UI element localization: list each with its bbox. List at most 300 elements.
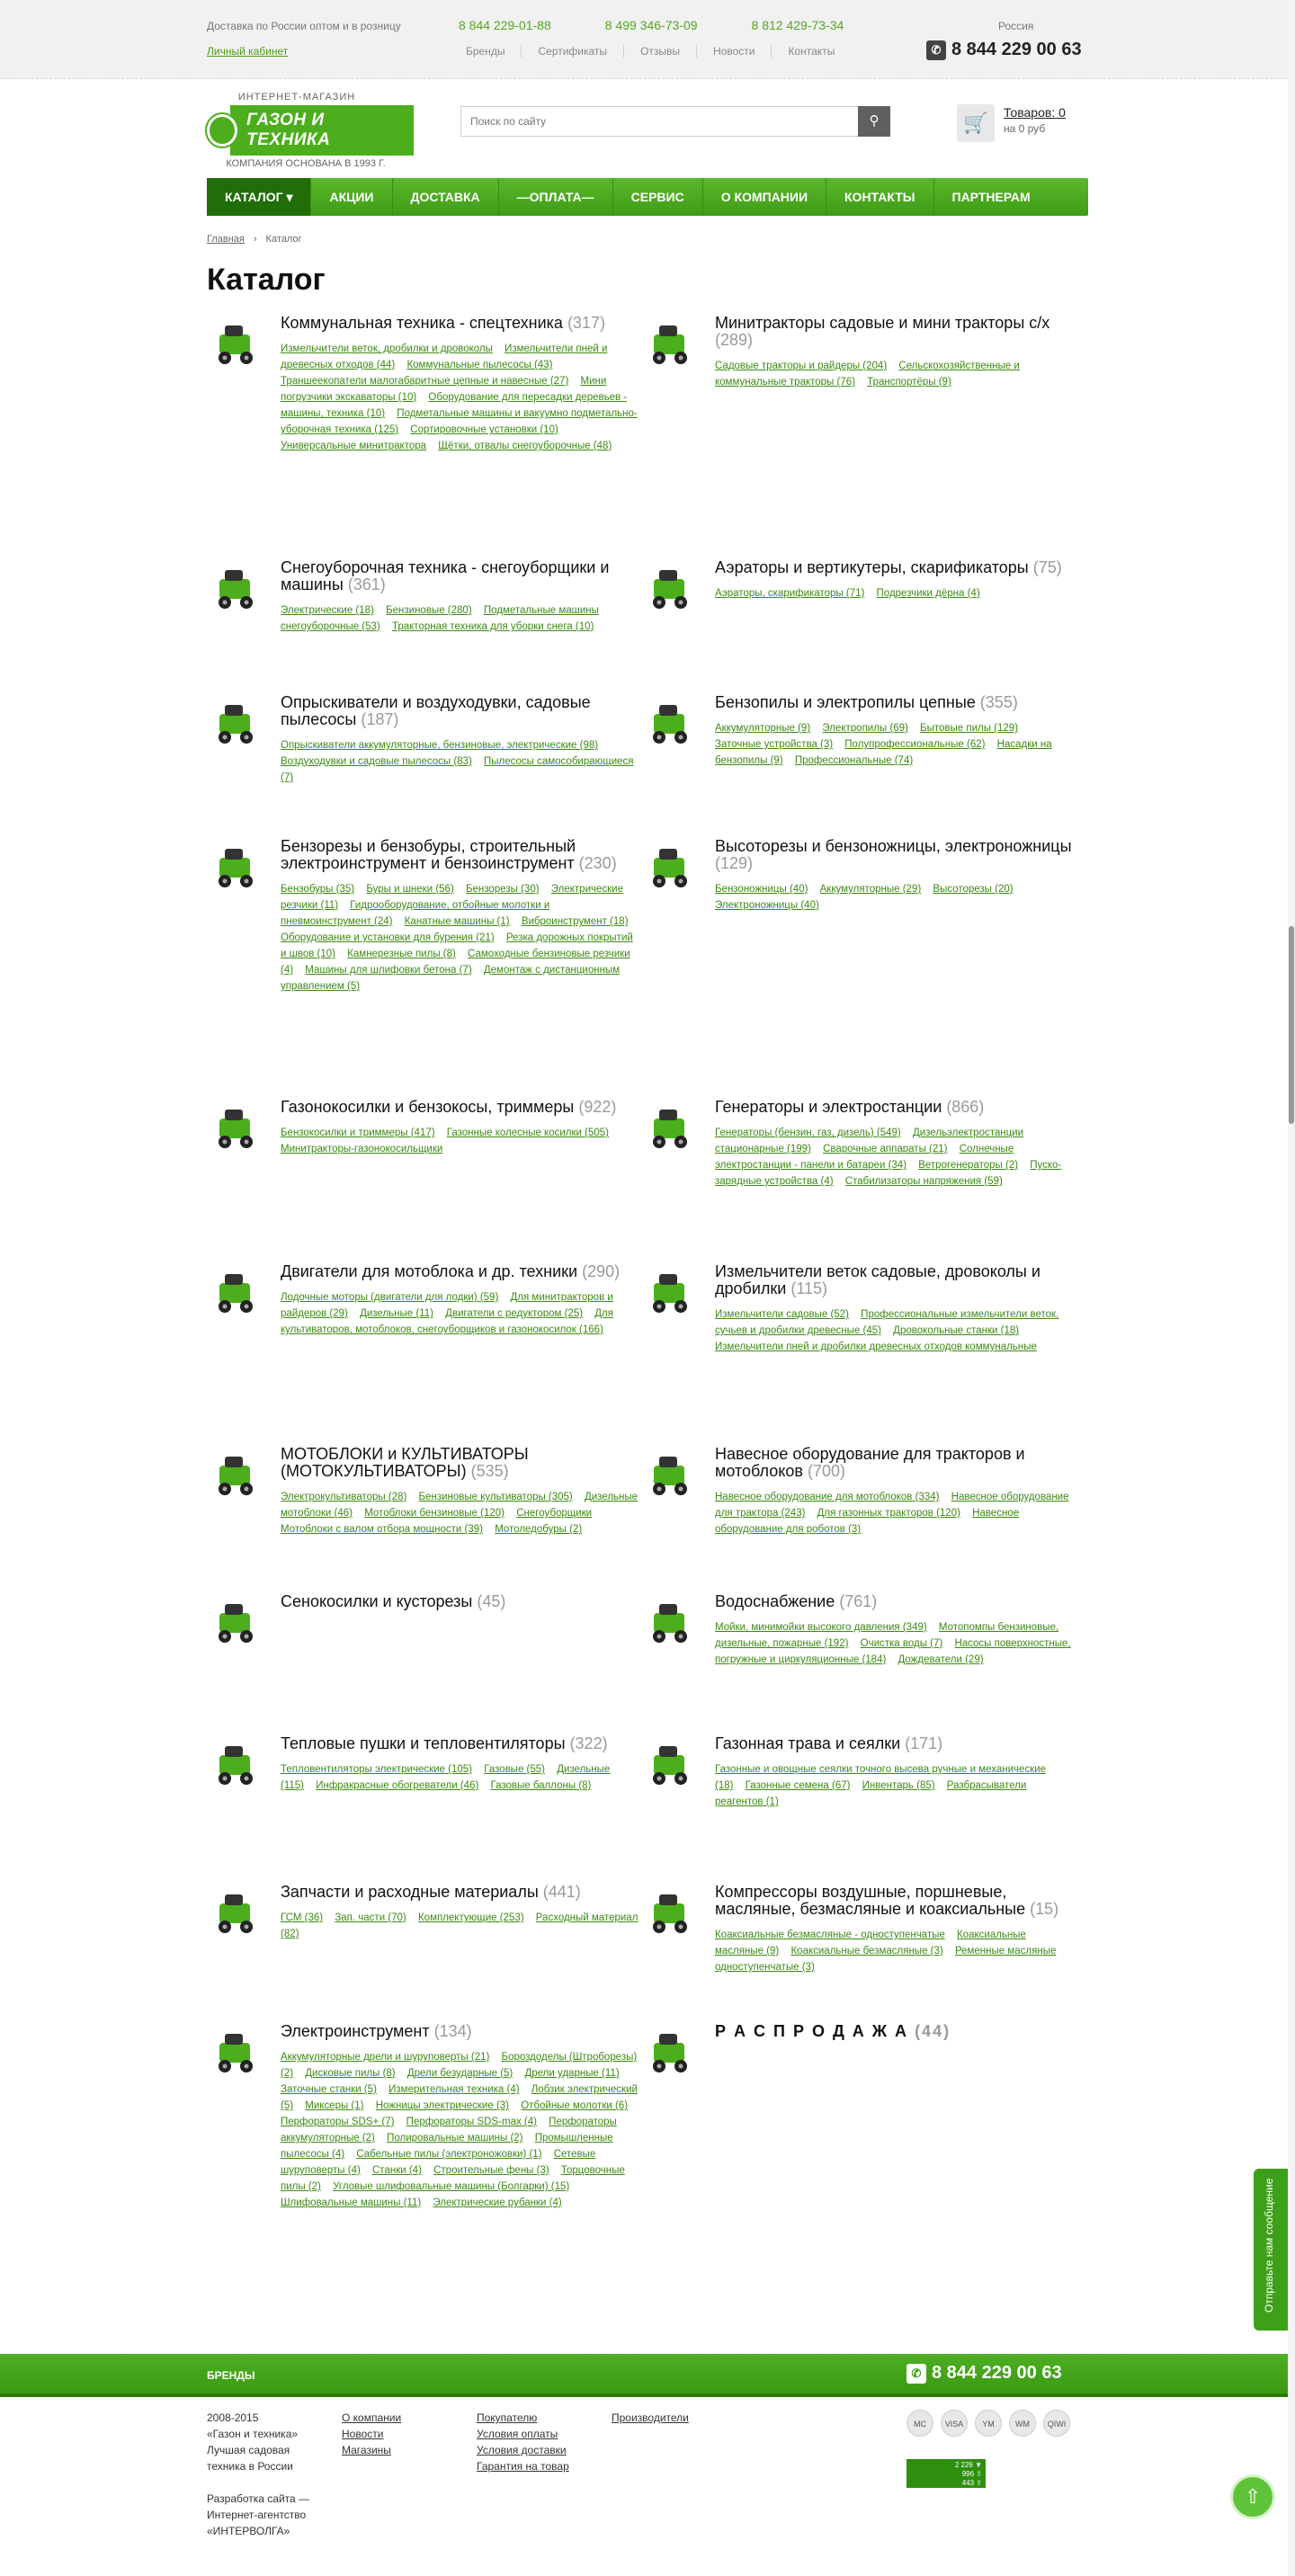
- power-tool-icon[interactable]: [207, 2023, 263, 2079]
- category-name[interactable]: Водоснабжение: [715, 1592, 835, 1610]
- category-title[interactable]: [715, 838, 1075, 872]
- subcategory-link[interactable]: Полупрофессиональные (62): [844, 739, 986, 750]
- category-count: (700): [807, 1462, 845, 1480]
- counter-line-1: 2 226 ▼: [954, 2461, 982, 2469]
- subcategory-link[interactable]: Лодочные моторы (двигатели для лодки) (59): [281, 1292, 499, 1303]
- subcategory-link[interactable]: Оборудование и установки для бурения (21): [281, 932, 495, 943]
- category-name[interactable]: Газонная трава и сеялки: [715, 1734, 901, 1752]
- subcategory-link[interactable]: Стабилизаторы напряжения (59): [844, 1176, 1003, 1187]
- subcategory-link[interactable]: Заточные устройства (3): [715, 739, 834, 750]
- category-title[interactable]: [281, 694, 640, 728]
- footer-link-news[interactable]: Новости: [342, 2428, 384, 2440]
- subcategory-link[interactable]: Дровокольные станки (18): [893, 1325, 1020, 1336]
- hedge-trimmer-icon[interactable]: [641, 838, 697, 894]
- category-title[interactable]: [281, 1884, 640, 1901]
- category-count: (15): [1030, 1900, 1059, 1918]
- logo-name: ГАЗОН И ТЕХНИКА: [230, 105, 414, 156]
- footer-brands-link[interactable]: БРЕНДЫ: [207, 2369, 255, 2382]
- category-title[interactable]: [715, 694, 1075, 711]
- subcategory-link[interactable]: Бензорезы (30): [465, 884, 540, 895]
- footer-link-payment[interactable]: Условия оплаты: [477, 2428, 558, 2440]
- region-selector[interactable]: Россия: [998, 20, 1034, 32]
- breadcrumb-separator: ›: [253, 234, 257, 245]
- subcategory-link[interactable]: Электрические (18): [281, 605, 374, 616]
- engine-icon[interactable]: [207, 1263, 263, 1319]
- subcategory-link[interactable]: Воздуходувки и садовые пылесосы (83): [281, 756, 472, 767]
- earth-auger-icon[interactable]: [207, 838, 263, 894]
- category-title[interactable]: [281, 1593, 640, 1610]
- counter-line-2: 996 ⇧: [961, 2470, 982, 2478]
- category-name[interactable]: МОТОБЛОКИ и КУЛЬТИВАТОРЫ (МОТОКУЛЬТИВАТОРЫ): [281, 1445, 529, 1480]
- subcategory-link[interactable]: Перфораторы SDS+ (7): [281, 2117, 395, 2127]
- category-title[interactable]: [715, 1593, 1075, 1610]
- category-title[interactable]: [715, 1446, 1075, 1480]
- category-name[interactable]: Коммунальная техника - спецтехника: [281, 314, 563, 332]
- category-count: (171): [905, 1734, 943, 1752]
- nav-about[interactable]: О КОМПАНИИ: [703, 178, 826, 216]
- subcategory-link[interactable]: Демонтаж с дистанционным управлением (5): [281, 965, 621, 992]
- visa-icon: VISA: [941, 2410, 968, 2437]
- subcategory-list: [281, 1761, 640, 1794]
- compressor-icon[interactable]: [641, 1884, 697, 1939]
- subcategory-link[interactable]: Электрокультиваторы (28): [281, 1492, 407, 1502]
- subcategory-link[interactable]: Ножницы электрические (3): [375, 2100, 509, 2111]
- cart-sum: на 0 руб: [1004, 122, 1046, 135]
- category-count: (361): [347, 575, 386, 593]
- top-links: [466, 45, 851, 58]
- subcategory-link[interactable]: Заточные станки (5): [281, 2084, 377, 2095]
- subcategory-link[interactable]: Насосы поверхностные, погружные и циркуляционные (184): [715, 1638, 1071, 1665]
- subcategory-list: [281, 341, 640, 454]
- subcategory-link[interactable]: Торцовочные пилы (2): [281, 2165, 625, 2192]
- category-name[interactable]: Бензорезы и бензобуры, строительный электроинструмент и бензоинструмент: [281, 837, 576, 872]
- category-name[interactable]: Измельчители веток садовые, дровоколы и дробилки: [715, 1262, 1040, 1297]
- category-title[interactable]: [281, 315, 640, 332]
- category-title[interactable]: [281, 1099, 640, 1116]
- subcategory-link[interactable]: Расходный материал (82): [281, 1912, 639, 1939]
- webmoney-icon: WM: [1009, 2410, 1036, 2437]
- subcategory-link[interactable]: Оборудование для пересадки деревьев - машины, техника (10): [281, 392, 628, 419]
- seeder-icon[interactable]: [641, 1735, 697, 1791]
- category-title[interactable]: [715, 559, 1075, 576]
- subcategory-link[interactable]: Насадки на бензопилы (9): [715, 739, 1052, 766]
- subcategory-link[interactable]: Ременные масляные одноступенчатые (3): [715, 1946, 1057, 1973]
- subcategory-list: [281, 881, 640, 994]
- subcategory-link[interactable]: Для минитракторов и райдеров (29): [281, 1292, 613, 1319]
- subcategory-link[interactable]: Садовые тракторы и райдеры (204): [715, 361, 888, 371]
- subcategory-link[interactable]: Для культиваторов, мотоблоков, снегоуборщиков и газонокосилок (166): [281, 1308, 613, 1335]
- subcategory-list: [715, 1761, 1075, 1810]
- subcategory-link[interactable]: Мойки, минимойки высокого давления (349): [715, 1622, 927, 1633]
- subcategory-link[interactable]: Коммунальные пылесосы (43): [406, 360, 553, 370]
- subcategory-link[interactable]: Универсальные минитрактора: [281, 441, 427, 451]
- category-count: (129): [715, 854, 754, 872]
- category-title[interactable]: [281, 2023, 640, 2040]
- subcategory-list: [281, 737, 640, 786]
- subcategory-link[interactable]: Строительные фены (3): [433, 2165, 549, 2176]
- subcategory-list: [715, 1927, 1075, 1975]
- category-name[interactable]: Бензопилы и электропилы цепные: [715, 693, 976, 711]
- category-title[interactable]: [281, 1446, 640, 1480]
- municipal-machine-icon[interactable]: [207, 315, 263, 370]
- footer-about: [207, 2410, 324, 2539]
- sprayer-icon[interactable]: [207, 694, 263, 750]
- category-count: (187): [361, 710, 399, 728]
- subcategory-link[interactable]: Газовые (55): [484, 1764, 545, 1775]
- arrow-up-icon: ⇧: [1244, 2485, 1262, 2508]
- footer-link-delivery[interactable]: Условия доставки: [477, 2444, 567, 2456]
- footer-link-manufacturers[interactable]: Производители: [612, 2411, 689, 2424]
- subcategory-link[interactable]: Шлифовальные машины (11): [281, 2197, 422, 2208]
- category-title[interactable]: [281, 559, 640, 593]
- subcategory-link[interactable]: Промышленные пылесосы (4): [281, 2133, 613, 2160]
- nav-promotions[interactable]: АКЦИИ: [311, 178, 392, 216]
- subcategory-link[interactable]: Снегоуборщики: [516, 1508, 593, 1519]
- subcategory-link[interactable]: Дисковые пилы (8): [305, 2068, 396, 2079]
- subcategory-link[interactable]: Дождеватели (29): [898, 1654, 984, 1665]
- footer-dev-3[interactable]: «ИНТЕРВОЛГА»: [207, 2525, 290, 2537]
- subcategory-link[interactable]: Высоторезы (20): [933, 884, 1014, 895]
- subcategory-link[interactable]: Буры и шнеки (56): [366, 884, 454, 895]
- subcategory-link[interactable]: Двигатели с редуктором (25): [445, 1308, 584, 1319]
- logo-top-text: ИНТЕРНЕТ-МАГАЗИН: [237, 92, 356, 103]
- subcategory-link[interactable]: Сортировочные установки (10): [410, 424, 558, 435]
- subcategory-link[interactable]: Минитракторы-газонокосильщики: [281, 1144, 443, 1154]
- subcategory-link[interactable]: Отбойные молотки (6): [521, 2100, 629, 2111]
- subcategory-link[interactable]: Подметальные машины и вакуумно подметально-уборочная техника (125): [281, 408, 638, 435]
- footer-phone: [906, 2363, 1062, 2384]
- footer-company: «Газон и техника»: [207, 2428, 299, 2440]
- subcategory-list: [715, 1619, 1075, 1668]
- category-count: (289): [715, 331, 754, 349]
- subcategory-list: [715, 1125, 1075, 1190]
- subcategory-link[interactable]: Мотоблоки с валом отбора мощности (39): [281, 1524, 483, 1535]
- footer-link-warranty[interactable]: Гарантия на товар: [477, 2460, 569, 2473]
- subcategory-link[interactable]: Аккумуляторные (9): [715, 723, 811, 734]
- phone-icon: ✆: [906, 2364, 926, 2384]
- water-pump-icon[interactable]: [641, 1593, 697, 1649]
- subcategory-link[interactable]: Перфораторы аккумуляторные (2): [281, 2117, 617, 2144]
- subcategory-list: [715, 1306, 1075, 1355]
- category-name[interactable]: Высоторезы и бензоножницы, электроножницы: [715, 837, 1072, 855]
- mastercard-icon: MC: [906, 2410, 933, 2437]
- category-title[interactable]: [715, 2023, 1075, 2040]
- logo-circle-icon: [207, 114, 237, 147]
- payment-methods: [906, 2410, 1070, 2437]
- snow-blower-icon[interactable]: [207, 559, 263, 615]
- subcategory-link[interactable]: Газовые баллоны (8): [490, 1780, 592, 1791]
- subcategory-link[interactable]: Полировальные машины (2): [387, 2133, 523, 2144]
- top-link-news[interactable]: Новости: [696, 45, 771, 58]
- subcategory-link[interactable]: Дизельные (11): [360, 1308, 433, 1319]
- subcategory-link[interactable]: Газонные и овощные сеялки точного высева ручные и механические (18): [715, 1764, 1047, 1791]
- top-link-reviews[interactable]: Отзывы: [623, 45, 696, 58]
- category-count: (75): [1032, 558, 1062, 576]
- top-bar: [0, 0, 1295, 79]
- yandex-money-icon: YM: [975, 2410, 1002, 2437]
- nav-catalog[interactable]: КАТАЛОГ ▾: [207, 178, 311, 216]
- footer-link-about[interactable]: О компании: [342, 2411, 402, 2424]
- top-link-certificates[interactable]: Сертификаты: [521, 45, 623, 58]
- breadcrumb-current: Каталог: [265, 234, 302, 245]
- subcategory-list: [715, 358, 1075, 390]
- search-icon: ⚲: [869, 113, 880, 129]
- subcategory-link[interactable]: Опрыскиватели аккумуляторные, бензиновые, электрические (98): [281, 740, 599, 751]
- subcategory-link[interactable]: Измельчители садовые (52): [715, 1309, 849, 1320]
- subcategory-link[interactable]: Измельчители пней и дробилки древесных отходов коммунальные: [715, 1341, 1037, 1352]
- footer-link-shops[interactable]: Магазины: [342, 2444, 391, 2456]
- subcategory-link[interactable]: Бытовые пилы (129): [920, 723, 1019, 734]
- phone-list: [459, 18, 844, 32]
- subcategory-link[interactable]: Профессиональные (74): [794, 755, 914, 766]
- subcategory-link[interactable]: Мотопомпы бензиновые, дизельные, пожарные (192): [715, 1622, 1059, 1649]
- subcategory-link[interactable]: Резка дорожных покрытий и швов (10): [281, 932, 633, 959]
- subcategory-link[interactable]: Очистка воды (7): [860, 1638, 943, 1649]
- page-title: Каталог: [207, 263, 326, 297]
- category-count: (290): [582, 1262, 621, 1280]
- subcategory-link[interactable]: Навесное оборудование для мотоблоков (334): [715, 1492, 940, 1502]
- subcategory-link[interactable]: Сельскохозяйственные и коммунальные тракторы (76): [715, 361, 1020, 388]
- subcategory-link[interactable]: Электрические рубанки (4): [433, 2197, 562, 2208]
- category-count: (355): [979, 693, 1018, 711]
- subcategory-link[interactable]: Электропилы (69): [822, 723, 908, 734]
- subcategory-link[interactable]: Тепловентиляторы электрические (105): [281, 1764, 472, 1775]
- subcategory-link[interactable]: Измельчители пней и древесных отходов (44): [281, 343, 608, 370]
- scrollbar[interactable]: [1288, 0, 1295, 2576]
- delivery-text: Доставка по России оптом и в розницу: [207, 20, 401, 32]
- category-title[interactable]: [715, 315, 1075, 349]
- aerator-icon[interactable]: [641, 559, 697, 615]
- subcategory-link[interactable]: Щётки, отвалы снегоуборочные (48): [438, 441, 612, 451]
- subcategory-link[interactable]: Угловые шлифовальные машины (Болгарки) (15): [333, 2181, 570, 2192]
- subcategory-link[interactable]: ГСМ (36): [281, 1912, 324, 1923]
- search-input[interactable]: [461, 107, 857, 136]
- subcategory-link[interactable]: Инфракрасные обогреватели (46): [316, 1780, 479, 1791]
- category-name[interactable]: Электроинструмент: [281, 2022, 430, 2040]
- subcategory-link[interactable]: Виброинструмент (18): [521, 916, 629, 927]
- subcategory-link[interactable]: Подметальные машины снегоуборочные (53): [281, 605, 599, 632]
- main-phone: [926, 40, 1082, 60]
- subcategory-link[interactable]: Зап. части (70): [335, 1912, 406, 1923]
- breadcrumb-home[interactable]: Главная: [207, 234, 245, 245]
- category-count: (45): [477, 1592, 506, 1610]
- subcategory-link[interactable]: Газонные семена (67): [745, 1780, 851, 1791]
- subcategory-link[interactable]: Дизельные (115): [281, 1764, 611, 1791]
- subcategory-link[interactable]: Навесное оборудование для роботов (3): [715, 1508, 1020, 1535]
- subcategory-link[interactable]: Бензобуры (35): [281, 884, 355, 895]
- subcategory-link[interactable]: Газонные колесные косилки (505): [446, 1128, 609, 1138]
- subcategory-link[interactable]: Дрели ударные (11): [524, 2068, 620, 2079]
- subcategory-link[interactable]: Канатные машины (1): [404, 916, 510, 927]
- footer-years: 2008-2015: [207, 2411, 259, 2424]
- lawn-mower-icon[interactable]: [207, 1099, 263, 1154]
- subcategory-link[interactable]: Дизельные мотоблоки (46): [281, 1492, 639, 1519]
- top-link-brands[interactable]: Бренды: [466, 45, 505, 58]
- scroll-up-button[interactable]: [1230, 2474, 1275, 2519]
- nav-service[interactable]: СЕРВИС: [613, 178, 703, 216]
- subcategory-link[interactable]: Навесное оборудование для трактора (243): [715, 1492, 1069, 1519]
- subcategory-link[interactable]: Пуско-зарядные устройства (4): [715, 1160, 1062, 1187]
- cart[interactable]: [957, 104, 1066, 142]
- subcategory-link[interactable]: Инвентарь (85): [862, 1780, 935, 1791]
- top-link-contacts[interactable]: Контакты: [771, 45, 851, 58]
- subcategory-link[interactable]: Бензокосилки и триммеры (417): [281, 1128, 435, 1138]
- subcategory-link[interactable]: Камнерезные пилы (8): [347, 949, 456, 959]
- subcategory-link[interactable]: Сварочные аппараты (21): [823, 1144, 948, 1154]
- category-name[interactable]: Компрессоры воздушные, поршневые, масляные, безмасляные и коаксиальные: [715, 1883, 1026, 1918]
- cultivator-icon[interactable]: [207, 1446, 263, 1502]
- subcategory-link[interactable]: Разбрасыватели реагентов (1): [715, 1780, 1027, 1807]
- category-name[interactable]: Двигатели для мотоблока и др. техники: [281, 1262, 578, 1280]
- category-title[interactable]: [281, 838, 640, 872]
- send-message-label: Отправьте нам сообщение: [1263, 2178, 1275, 2313]
- subcategory-link[interactable]: Измельчители веток, дробилки и дровоколы: [281, 343, 493, 354]
- subcategory-link[interactable]: Самоходные бензиновые резчики (4): [281, 949, 630, 976]
- phone-icon: ✆: [926, 40, 946, 60]
- subcategory-link[interactable]: Тракторная техника для уборки снега (10): [391, 621, 594, 632]
- logo-bottom-text: КОМПАНИЯ ОСНОВАНА В 1993 Г.: [226, 158, 386, 169]
- spare-parts-icon[interactable]: [207, 1884, 263, 1939]
- visit-counter[interactable]: [906, 2459, 986, 2488]
- subcategory-link[interactable]: Машины для шлифовки бетона (7): [305, 965, 472, 976]
- footer-col-company: [342, 2410, 401, 2458]
- subcategory-link[interactable]: Для газонных тракторов (120): [817, 1508, 960, 1519]
- logo[interactable]: [207, 92, 414, 169]
- subcategory-link[interactable]: Лобзик электрический (5): [281, 2084, 638, 2111]
- subcategory-link[interactable]: Дрели безударные (5): [406, 2068, 514, 2079]
- subcategory-link[interactable]: Бензоножницы (40): [715, 884, 808, 895]
- subcategory-link[interactable]: Коаксиальные масляные (9): [715, 1930, 1026, 1957]
- sale-icon[interactable]: [641, 2023, 697, 2079]
- category-title[interactable]: [281, 1735, 640, 1752]
- subcategory-link[interactable]: Миксеры (1): [305, 2100, 364, 2111]
- qiwi-icon: QIWI: [1043, 2410, 1070, 2437]
- footer-col-brands: [612, 2410, 689, 2426]
- footer-col-buyer: [477, 2410, 569, 2474]
- personal-cabinet-link[interactable]: Личный кабинет: [207, 45, 289, 58]
- subcategory-link[interactable]: Дизельэлектростанции стационарные (199): [715, 1128, 1024, 1154]
- category-title[interactable]: [281, 1263, 640, 1280]
- subcategory-list: [281, 1489, 640, 1538]
- subcategory-link[interactable]: Бензиновые культиваторы (305): [418, 1492, 573, 1502]
- category-name[interactable]: Опрыскиватели и воздуходувки, садовые пылесосы: [281, 693, 591, 728]
- subcategory-list: [715, 1489, 1075, 1538]
- nav-payment[interactable]: —ОПЛАТА—: [499, 178, 613, 216]
- subcategory-link[interactable]: Комплектующие (253): [417, 1912, 524, 1923]
- subcategory-list: [281, 1289, 640, 1338]
- category-name[interactable]: Сенокосилки и кусторезы: [281, 1592, 473, 1610]
- subcategory-list: [281, 1125, 640, 1157]
- category-count: (866): [946, 1098, 985, 1116]
- subcategory-list: [281, 602, 640, 635]
- footer-bar: [0, 2354, 1295, 2397]
- category-name[interactable]: Генераторы и электростанции: [715, 1098, 942, 1116]
- mini-tractor-icon[interactable]: [641, 315, 697, 370]
- phone-moscow: 8 499 346-73-09: [604, 18, 698, 32]
- subcategory-link[interactable]: Электрические резчики (11): [281, 884, 623, 911]
- subcategory-list: [281, 2049, 640, 2211]
- subcategory-link[interactable]: Сетевые шуруповерты (4): [281, 2149, 596, 2176]
- category-name[interactable]: Газонокосилки и бензокосы, триммеры: [281, 1098, 575, 1116]
- subcategory-link[interactable]: Профессиональные измельчители веток, сучьев и дробилки древесные (45): [715, 1309, 1059, 1336]
- subcategory-link[interactable]: Генераторы (бензин, газ, дизель) (549): [715, 1128, 901, 1138]
- subcategory-link[interactable]: Траншеекопатели малогабаритные цепные и навесные (27): [281, 376, 569, 387]
- subcategory-list: [715, 881, 1075, 914]
- subcategory-link[interactable]: Станки (4): [372, 2165, 422, 2176]
- subcategory-link[interactable]: Пылесосы самособирающиеся (7): [281, 756, 634, 783]
- category-count: (441): [542, 1883, 581, 1901]
- attachment-icon[interactable]: [641, 1446, 697, 1502]
- footer-phone-number: 8 844 229 00 63: [932, 2363, 1062, 2383]
- subcategory-link[interactable]: Мотоледобуры (2): [495, 1524, 583, 1535]
- category-count: (535): [470, 1462, 509, 1480]
- subcategory-link[interactable]: Подрезчики дёрна (4): [876, 588, 980, 599]
- category-count: (115): [790, 1279, 828, 1297]
- counter-line-3: 443 ⇧: [961, 2479, 982, 2487]
- category-name[interactable]: Аэраторы и вертикутеры, скарификаторы: [715, 558, 1029, 576]
- subcategory-link[interactable]: Бензиновые (280): [386, 605, 472, 616]
- wood-chipper-icon[interactable]: [641, 1263, 697, 1319]
- category-name[interactable]: Навесное оборудование для тракторов и мотоблоков: [715, 1445, 1025, 1480]
- subcategory-link[interactable]: Гидрооборудование, отбойные молотки и пневмоинструмент (24): [281, 900, 550, 927]
- subcategory-link[interactable]: Измерительная техника (4): [388, 2084, 520, 2095]
- generator-icon[interactable]: [641, 1099, 697, 1154]
- category-name[interactable]: Минитракторы садовые и мини тракторы с/х: [715, 314, 1050, 332]
- subcategory-link[interactable]: Аэраторы, скарификаторы (71): [715, 588, 865, 599]
- subcategory-link[interactable]: Бороздоделы (Штроборезы) (2): [281, 2052, 638, 2079]
- chainsaw-icon[interactable]: [641, 694, 697, 750]
- main-nav: [207, 178, 1088, 216]
- subcategory-link[interactable]: Перфораторы SDS-max (4): [406, 2117, 537, 2127]
- phone-spb: 8 812 429-73-34: [751, 18, 844, 32]
- category-title[interactable]: [715, 1735, 1075, 1752]
- brush-cutter-icon[interactable]: [207, 1593, 263, 1649]
- nav-contacts[interactable]: КОНТАКТЫ: [826, 178, 933, 216]
- category-name[interactable]: Р А С П Р О Д А Ж А: [715, 2022, 909, 2040]
- nav-delivery[interactable]: ДОСТАВКА: [393, 178, 499, 216]
- subcategory-link[interactable]: Коаксиальные безмасляные - одноступенчатые: [715, 1930, 945, 1940]
- search-button[interactable]: [858, 106, 890, 137]
- subcategory-link[interactable]: Сабельные пилы (электроножовки) (1): [356, 2149, 542, 2160]
- category-count: (134): [433, 2022, 472, 2040]
- subcategory-link[interactable]: Аккумуляторные дрели и шуруповерты (21): [281, 2052, 490, 2063]
- category-count: (322): [569, 1734, 608, 1752]
- category-count: (44): [915, 2022, 951, 2040]
- subcategory-link[interactable]: Ветрогенераторы (2): [918, 1160, 1019, 1171]
- category-name[interactable]: Запчасти и расходные материалы: [281, 1883, 539, 1901]
- subcategory-link[interactable]: Транспортёры (9): [867, 377, 951, 388]
- category-title[interactable]: [715, 1099, 1075, 1116]
- phone-volgograd: 8 844 229-01-88: [459, 18, 551, 32]
- category-title[interactable]: [715, 1263, 1075, 1297]
- subcategory-link[interactable]: Аккумуляторные (29): [819, 884, 922, 895]
- subcategory-link[interactable]: Мотоблоки бензиновые (120): [364, 1508, 505, 1519]
- subcategory-link[interactable]: Мини погрузчики экскаваторы (10): [281, 376, 607, 403]
- search-box: [460, 106, 890, 137]
- category-count: (317): [567, 314, 605, 332]
- nav-partners[interactable]: ПАРТНЕРАМ: [951, 190, 1031, 204]
- scrollbar-thumb[interactable]: [1289, 926, 1294, 1124]
- subcategory-link[interactable]: Электроножницы (40): [715, 900, 819, 911]
- subcategory-link[interactable]: Солнечные электростанции - панели и батареи (34): [715, 1144, 1014, 1171]
- footer-link-buyer[interactable]: Покупателю: [477, 2411, 538, 2424]
- subcategory-link[interactable]: Коаксиальные безмасляные (3): [790, 1946, 943, 1957]
- category-name[interactable]: Снегоуборочная техника - снегоуборщики и машины: [281, 558, 610, 593]
- category-name[interactable]: Тепловые пушки и тепловентиляторы: [281, 1734, 566, 1752]
- category-title[interactable]: [715, 1884, 1075, 1918]
- cart-items[interactable]: Товаров: 0: [1004, 105, 1066, 120]
- heat-gun-icon[interactable]: [207, 1735, 263, 1791]
